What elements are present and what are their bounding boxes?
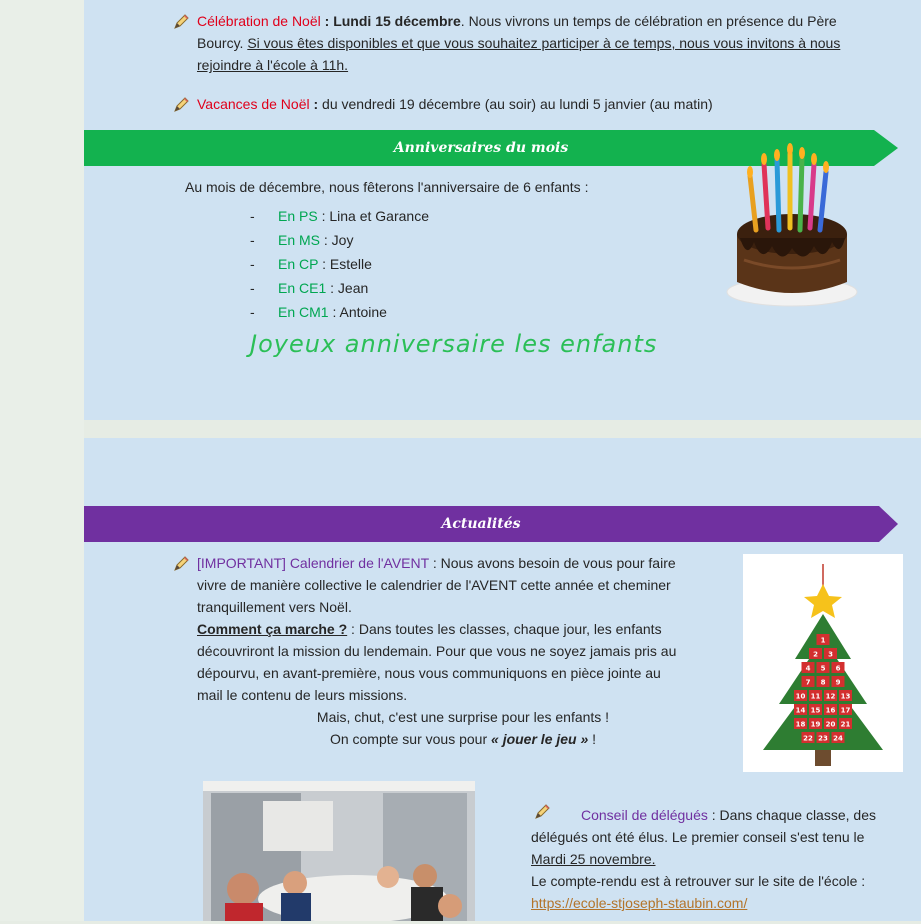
calendar-day-tag <box>839 718 852 729</box>
list-item: - En CE1 : Jean <box>250 280 369 296</box>
svg-text:19: 19 <box>810 720 821 729</box>
calendar-day-tag <box>824 690 837 701</box>
council-label: Conseil de délégués <box>581 807 708 823</box>
svg-text:22: 22 <box>803 734 813 743</box>
calendar-day-tag <box>817 676 830 687</box>
news-title: Actualités <box>441 516 521 532</box>
calendar-day-tag <box>832 662 845 673</box>
birthdays-title: Anniversaires du mois <box>393 140 569 156</box>
noel-holidays-text: Vacances de Noël : du vendredi 19 décembre (au soir) au lundi 5 janvier (au matin) <box>197 96 713 112</box>
svg-text:2: 2 <box>813 650 818 659</box>
svg-text:4: 4 <box>805 664 811 673</box>
svg-text:11: 11 <box>810 692 821 701</box>
how-it-works-label: Comment ça marche ? <box>197 621 348 637</box>
calendar-day-tag <box>802 676 815 687</box>
calendar-day-tag <box>817 634 830 645</box>
list-item: - En CM1 : Antoine <box>250 304 387 320</box>
pencil-icon <box>172 96 190 114</box>
calendar-day-tag <box>794 704 807 715</box>
svg-text:6: 6 <box>835 664 841 673</box>
svg-text:3: 3 <box>828 650 833 659</box>
svg-text:15: 15 <box>810 706 821 715</box>
calendar-day-tag <box>794 690 807 701</box>
list-item: - En PS : Lina et Garance <box>250 208 429 224</box>
svg-text:17: 17 <box>840 706 851 715</box>
noel-celebration-date: Lundi 15 décembre <box>333 13 461 29</box>
calendar-day-tag <box>824 704 837 715</box>
council-photo <box>203 781 475 921</box>
svg-text:23: 23 <box>818 734 828 743</box>
calendar-day-tag <box>802 732 815 743</box>
svg-text:7: 7 <box>805 678 811 687</box>
calendar-day-tag <box>817 732 830 743</box>
children-classroom-photo <box>203 781 475 921</box>
calendar-day-tag <box>794 718 807 729</box>
calendar-day-tag <box>824 648 837 659</box>
calendar-day-tag <box>839 704 852 715</box>
calendar-day-tag <box>809 704 822 715</box>
svg-text:12: 12 <box>825 692 836 701</box>
star-icon <box>804 584 842 618</box>
noel-celebration-label: Célébration de Noël <box>197 13 321 29</box>
birthdays-intro: Au mois de décembre, nous fêterons l'anniversaire de 6 enfants : <box>185 179 589 195</box>
noel-holidays-label: Vacances de Noël <box>197 96 310 112</box>
calendar-day-tag <box>817 662 830 673</box>
calendar-day-tag <box>832 676 845 687</box>
christmas-tree-illustration <box>743 554 903 772</box>
noel-celebration-text: Célébration de Noël : Lundi 15 décembre. Nous vivrons un temps de célébration en présence du Père Bourcy. Si vous êtes disponibles et que vous souhaitez participer à ce temps, nous vous invitons à nous rejoindre à l'école à 11h. <box>197 13 841 73</box>
calendar-day-tag <box>839 690 852 701</box>
list-item: - En MS : Joy <box>250 232 354 248</box>
pencil-icon <box>172 555 190 573</box>
calendar-day-tag <box>802 662 815 673</box>
calendar-day-tag <box>832 732 845 743</box>
svg-text:5: 5 <box>820 664 826 673</box>
news-banner <box>84 506 898 542</box>
left-margin <box>0 0 84 921</box>
calendar-day-tag <box>809 718 822 729</box>
advent-tree-image <box>743 554 903 772</box>
birthday-wish: Joyeux anniversaire les enfants <box>250 330 658 358</box>
list-item: - En CP : Estelle <box>250 256 372 272</box>
pencil-icon <box>172 13 190 31</box>
svg-text:16: 16 <box>825 706 836 715</box>
svg-text:18: 18 <box>795 720 806 729</box>
calendar-day-tag <box>809 648 822 659</box>
svg-text:1: 1 <box>820 636 826 645</box>
calendar-day-tag <box>824 718 837 729</box>
calendar-day-tag <box>809 690 822 701</box>
svg-text:8: 8 <box>820 678 826 687</box>
council-text: Conseil de délégués : Dans chaque classe, des délégués ont été élus. Le premier conseil s'est tenu le Mardi 25 novembre. Le compte-rendu est à retrouver sur le site de l'école : https://ecole-stjoseph-staubin.com/ <box>531 807 876 911</box>
advent-label: [IMPORTANT] Calendrier de l'AVENT <box>197 555 429 571</box>
svg-text:24: 24 <box>833 734 843 743</box>
birthday-cake-illustration <box>722 142 862 310</box>
school-website-link[interactable]: https://ecole-stjoseph-staubin.com/ <box>531 895 748 911</box>
svg-text:21: 21 <box>840 720 851 729</box>
svg-text:10: 10 <box>795 692 806 701</box>
svg-text:14: 14 <box>795 706 806 715</box>
advent-text: [IMPORTANT] Calendrier de l'AVENT : Nous avons besoin de vous pour faire vivre de manière collective le calendrier de l'AVENT cette année et cheminer tranquillement vers Noël. Comment ça marche ? : Dans toutes les classes, chaque jour, les enfants découvriront la mission du lendemain. Pour que vous ne soyez jamais pris au dépourvu, en avant-première, nous vous communiquons en pièce jointe au mail le contenu de leurs missions. Mais, chut, c'est une surprise pour les enfants ! On compte sur vous pour « jouer le jeu » ! <box>197 555 677 747</box>
svg-text:13: 13 <box>840 692 851 701</box>
svg-text:9: 9 <box>835 678 841 687</box>
birthday-list <box>250 204 429 324</box>
svg-text:20: 20 <box>825 720 836 729</box>
